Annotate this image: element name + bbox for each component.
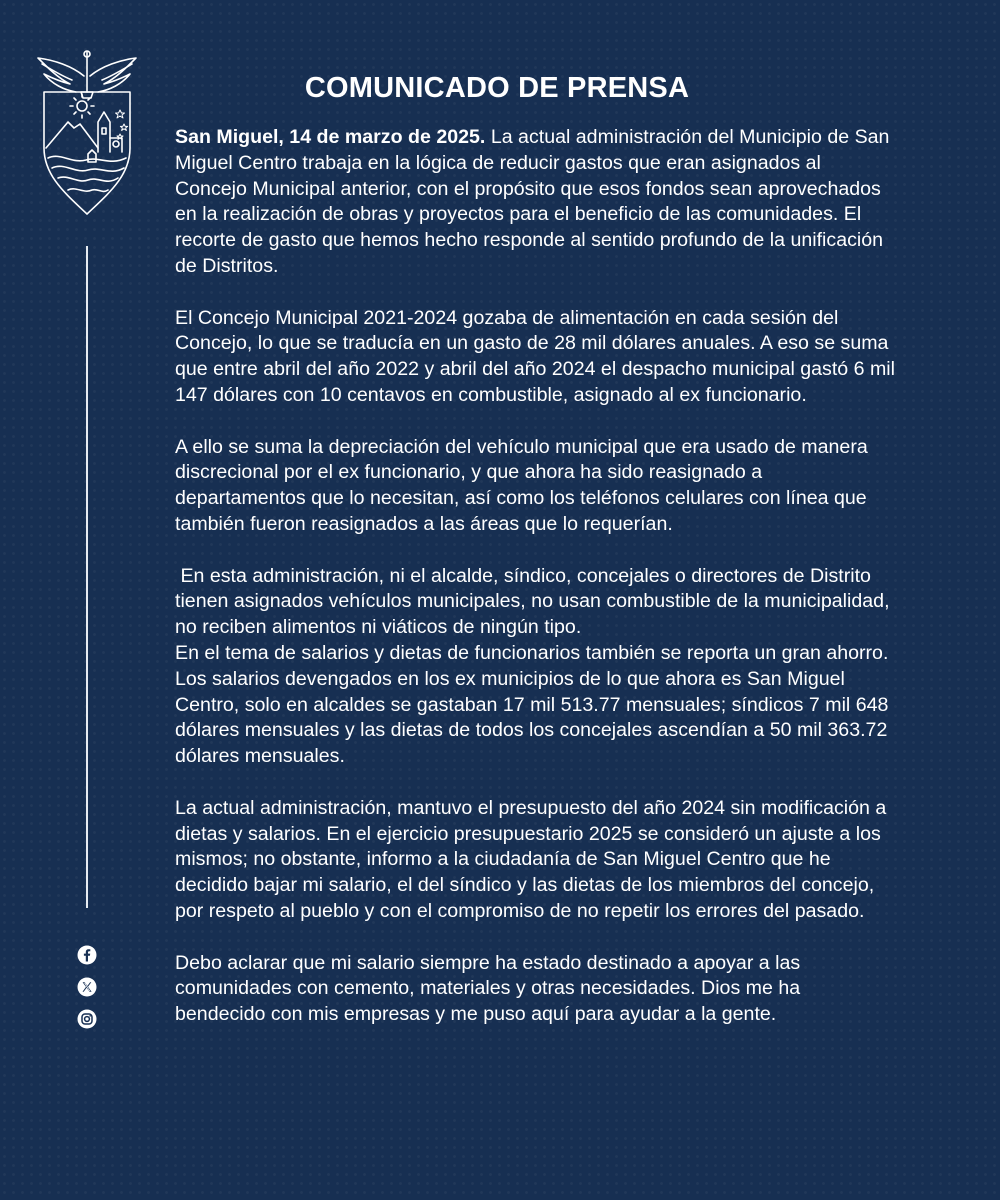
paragraph-3: A ello se suma la depreciación del vehículo municipal que era usado de manera discrecional por el ex funcionario, y que ahora ha sido reasignado a departamentos que lo necesitan, así como los teléfonos celulares con línea que también fueron reasignados a las áreas que lo requerían.: [175, 435, 868, 535]
x-twitter-icon[interactable]: [77, 977, 97, 997]
dateline: San Miguel, 14 de marzo de 2025.: [175, 126, 486, 148]
paragraph-4: En esta administración, ni el alcalde, síndico, concejales o directores de Distrito tienen asignados vehículos municipales, no usan combustible de la municipalidad, no reciben alimentos ni viáticos de ningún tipo.: [175, 564, 895, 639]
paragraph-2: El Concejo Municipal 2021-2024 gozaba de alimentación en cada sesión del Concejo, lo que se traducía en un gasto de 28 mil dólares anuales. A eso se suma que entre abril del año 2022 y abril del año 2024 el despacho municipal gastó 6 mil 147 dólares con 10 centavos en combustible, asignado al ex funcionario.: [175, 306, 896, 406]
paragraph-6: La actual administración, mantuvo el presupuesto del año 2024 sin modificación a dietas y salarios. En el ejercicio presupuestario 2025 se consideró un ajuste a los mismos; no obstante, informo a la ciudadanía de San Miguel Centro que he decidido bajar mi salario, el del síndico y las dietas de los miembros del concejo, por respeto al pueblo y con el compromiso de no repetir los errores del pasado.: [175, 796, 887, 922]
vertical-divider: [86, 246, 88, 908]
press-release-body: [175, 125, 895, 1054]
instagram-icon[interactable]: [77, 1009, 97, 1029]
facebook-icon[interactable]: [77, 945, 97, 965]
paragraph-text: La actual administración del Municipio de San Miguel Centro trabaja en la lógica de reducir gastos que eran asignados al Concejo Municipal anterior, con el propósito que esos fondos sean aprovechados en la realización de obras y proyectos para el beneficio de las comunidades. El recorte de gasto que hemos hecho responde al sentido profundo de la unificación de Distritos.: [175, 126, 890, 277]
page-title: COMUNICADO DE PRENSA: [304, 72, 690, 104]
paragraph-1: [175, 125, 895, 280]
paragraph-7: Debo aclarar que mi salario siempre ha estado destinado a apoyar a las comunidades con cemento, materiales y otras necesidades. Dios me ha bendecido con mis empresas y me puso aquí para ayudar a la gente.: [175, 951, 801, 1026]
paragraph-5: En el tema de salarios y dietas de funcionarios también se reporta un gran ahorro. Los salarios devengados en los ex municipios de lo que ahora es San Miguel Centro, solo en alcaldes se gastaban 17 mil 513.77 mensuales; síndicos 7 mil 648 dólares mensuales y las dietas de todos los concejales ascendían a 50 mil 363.72 dólares mensuales.: [175, 641, 889, 768]
